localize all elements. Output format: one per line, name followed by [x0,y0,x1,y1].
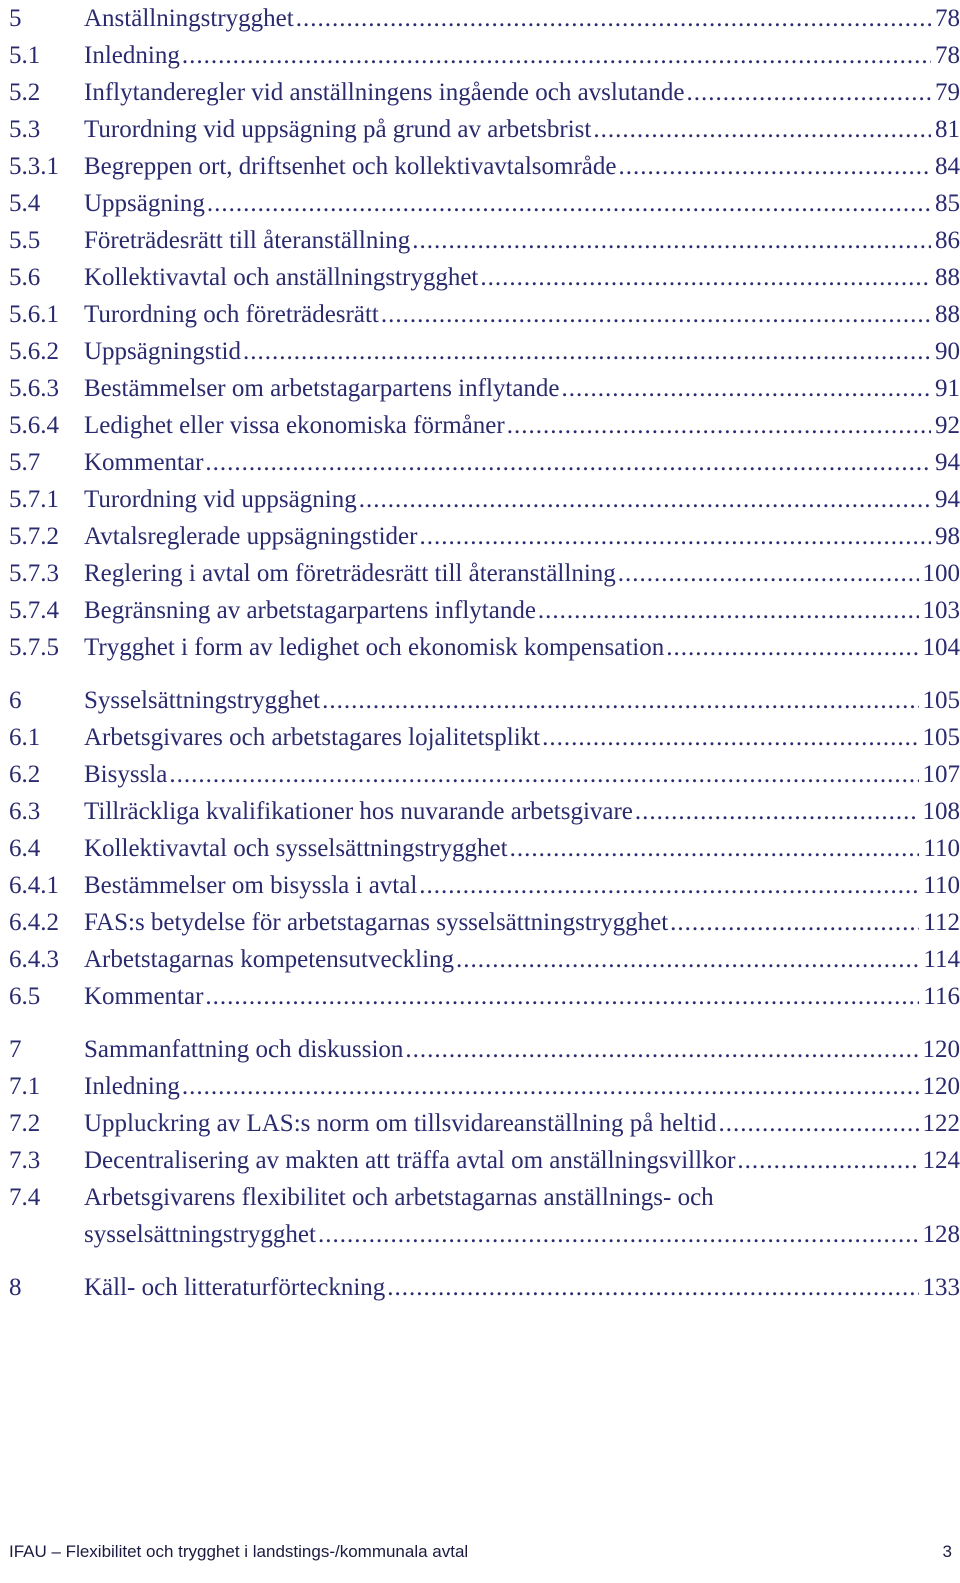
toc-entry-title: Turordning vid uppsägning [84,486,357,513]
toc-entry-title: Bisyssla [84,761,168,788]
toc-entry-number: 7.2 [9,1110,41,1137]
toc-entry-number: 5.7.4 [9,597,59,624]
dot-leader [593,111,931,148]
toc-entry-title-line: Arbetsgivarens flexibilitet och arbetstagarnas anställnings- och [84,1184,714,1211]
toc-entry[interactable] [9,333,960,370]
toc-entry-page: 128 [922,1221,960,1248]
toc-entry-title: Uppsägning [84,190,205,217]
toc-entry-number: 5.7 [9,449,41,476]
toc-entry[interactable] [9,904,960,941]
toc-entry-title: Ledighet eller vissa ekonomiska förmåner [84,412,505,439]
toc-entry-page: 104 [922,634,960,661]
toc-entry-number: 5.5 [9,227,41,254]
toc-entry[interactable] [9,555,960,592]
toc-entry-page: 92 [935,412,960,439]
dot-leader [419,518,931,555]
toc-entry-title: Begreppen ort, driftsenhet och kollektivavtalsområde [84,153,617,180]
toc-entry-title-line: sysselsättningstrygghet [84,1221,316,1248]
toc-entry-page: 84 [935,153,960,180]
toc-entry-page: 110 [923,872,960,899]
toc-entry-page: 94 [935,486,960,513]
toc-entry-number: 5.6.3 [9,375,59,402]
toc-entry-page: 78 [935,5,960,32]
dot-leader [687,74,932,111]
dot-leader [542,719,918,756]
toc-entry-number: 5.6.2 [9,338,59,365]
dot-leader [169,756,918,793]
toc-entry[interactable] [9,1269,960,1306]
toc-entry-page: 81 [935,116,960,143]
toc-entry[interactable] [9,1068,960,1105]
dot-leader [562,370,931,407]
toc-entry[interactable] [9,296,960,333]
toc-entry-page: 90 [935,338,960,365]
toc-entry-title: Kollektivavtal och sysselsättningstrygghet [84,835,508,862]
toc-entry[interactable] [9,978,960,1015]
toc-entry-page: 88 [935,264,960,291]
toc-entry-page: 110 [923,835,960,862]
dot-leader [318,1216,919,1253]
toc-entry-number: 5.6.1 [9,301,59,328]
page-number: 3 [942,1542,952,1561]
dot-leader [207,185,931,222]
toc-entry[interactable] [9,1105,960,1142]
dot-leader [507,407,931,444]
dot-leader [405,1031,918,1068]
toc-entry[interactable] [9,407,960,444]
dot-leader [387,1269,918,1306]
dot-leader [359,481,931,518]
toc-entry[interactable] [9,1142,960,1179]
dot-leader [666,629,918,666]
toc-entry[interactable] [9,867,960,904]
toc-entry-number: 5.3.1 [9,153,59,180]
toc-entry-page: 105 [922,687,960,714]
toc-entry-page: 94 [935,449,960,476]
dot-leader [719,1105,919,1142]
toc-entry-page: 120 [922,1073,960,1100]
toc-entry-number: 5.7.2 [9,523,59,550]
dot-leader [412,222,931,259]
toc-entry-page: 114 [923,946,960,973]
toc-entry-title: Bestämmelser om arbetstagarpartens inflytande [84,375,560,402]
toc-entry[interactable] [9,111,960,148]
toc-entry-page: 79 [935,79,960,106]
toc-entry[interactable] [9,682,960,719]
dot-leader [205,444,931,481]
toc-entry-number: 6.2 [9,761,41,788]
toc-entry-number: 8 [9,1274,22,1301]
toc-entry-number: 6.3 [9,798,41,825]
toc-entry-page: 124 [922,1147,960,1174]
dot-leader [510,830,920,867]
toc-entry[interactable] [9,1179,960,1253]
toc-entry[interactable] [9,481,960,518]
toc-entry-number: 6.4.2 [9,909,59,936]
dot-leader [296,0,931,37]
dot-leader [456,941,919,978]
toc-entry-page: 133 [922,1274,960,1301]
toc-entry-title: Trygghet i form av ledighet och ekonomisk kompensation [84,634,665,661]
toc-entry-title: Uppsägningstid [84,338,241,365]
toc-entry[interactable] [9,222,960,259]
toc-entry-page: 88 [935,301,960,328]
toc-entry-page: 120 [922,1036,960,1063]
toc-entry[interactable] [9,719,960,756]
toc-entry-title: Bestämmelser om bisyssla i avtal [84,872,418,899]
toc-entry-number: 5.7.3 [9,560,59,587]
toc-entry-page: 122 [922,1110,960,1137]
toc-entry-title: Företrädesrätt till återanställning [84,227,411,254]
toc-entry-page: 105 [922,724,960,751]
toc-entry-number: 5.6 [9,264,41,291]
toc-entry-title: Turordning vid uppsägning på grund av arbetsbrist [84,116,592,143]
toc-entry-title: Begränsning av arbetstagarpartens inflytande [84,597,536,624]
dot-leader [480,259,931,296]
toc-entry-title: Tillräckliga kvalifikationer hos nuvarande arbetsgivare [84,798,633,825]
toc-entry-number: 6.4.1 [9,872,59,899]
toc-entry-title: Sysselsättningstrygghet [84,687,321,714]
toc-entry-title: Arbetstagarnas kompetensutveckling [84,946,455,973]
toc-entry[interactable] [9,830,960,867]
toc-entry-title: FAS:s betydelse för arbetstagarnas sysselsättningstrygghet [84,909,669,936]
toc-entry[interactable] [9,444,960,481]
toc-entry-number: 7.1 [9,1073,41,1100]
toc-entry-number: 6.4 [9,835,41,862]
dot-leader [182,1068,919,1105]
table-of-contents [9,0,960,1306]
dot-leader [419,867,919,904]
toc-entry-title: Kommentar [84,449,204,476]
dot-leader [381,296,931,333]
toc-entry[interactable] [9,370,960,407]
toc-entry-number: 5.4 [9,190,41,217]
toc-entry[interactable] [9,1031,960,1068]
dot-leader [635,793,919,830]
toc-entry-page: 78 [935,42,960,69]
toc-entry-title: Avtalsreglerade uppsägningstider [84,523,418,550]
toc-entry[interactable] [9,793,960,830]
toc-entry-title: Anställningstrygghet [84,5,294,32]
toc-entry[interactable] [9,592,960,629]
toc-entry-page: 112 [923,909,960,936]
toc-entry-number: 6.4.3 [9,946,59,973]
dot-leader [737,1142,918,1179]
toc-entry-title: Inflytanderegler vid anställningens ingående och avslutande [84,79,685,106]
toc-entry[interactable] [9,0,960,37]
toc-entry-title: Turordning och företrädesrätt [84,301,379,328]
dot-leader [322,682,918,719]
toc-entry-title: Inledning [84,42,180,69]
toc-entry[interactable] [9,148,960,185]
toc-entry-number: 6.5 [9,983,41,1010]
toc-entry-title: Inledning [84,1073,180,1100]
toc-entry-number: 5.7.1 [9,486,59,513]
toc-entry-page: 85 [935,190,960,217]
toc-entry[interactable] [9,629,960,666]
toc-entry-title: Käll- och litteraturförteckning [84,1274,386,1301]
toc-entry-number: 6 [9,687,22,714]
toc-entry-page: 107 [922,761,960,788]
dot-leader [618,148,931,185]
toc-entry-number: 5.6.4 [9,412,59,439]
toc-entry-number: 7.3 [9,1147,41,1174]
toc-entry[interactable] [9,74,960,111]
toc-entry-number: 5 [9,5,22,32]
dot-leader [618,555,919,592]
toc-entry-title: Sammanfattning och diskussion [84,1036,404,1063]
dot-leader [205,978,919,1015]
toc-entry-number: 7 [9,1036,22,1063]
toc-entry-number: 6.1 [9,724,41,751]
toc-entry[interactable] [9,518,960,555]
toc-entry-page: 116 [923,983,960,1010]
dot-leader [243,333,931,370]
toc-entry-page: 91 [935,375,960,402]
toc-entry-title: Decentralisering av makten att träffa avtal om anställningsvillkor [84,1147,736,1174]
toc-entry-number: 5.7.5 [9,634,59,661]
toc-entry-number: 5.3 [9,116,41,143]
toc-entry-page: 100 [922,560,960,587]
toc-entry-title: Uppluckring av LAS:s norm om tillsvidareanställning på heltid [84,1110,717,1137]
toc-entry-title: Reglering i avtal om företrädesrätt till återanställning [84,560,616,587]
toc-entry[interactable] [9,756,960,793]
toc-entry-number: 5.2 [9,79,41,106]
toc-entry-page: 86 [935,227,960,254]
toc-entry[interactable] [9,259,960,296]
toc-entry[interactable] [9,185,960,222]
toc-entry[interactable] [9,37,960,74]
footer-title: IFAU – Flexibilitet och trygghet i landstings-/kommunala avtal [9,1542,469,1561]
toc-entry-number: 7.4 [9,1184,41,1211]
toc-entry-page: 103 [922,597,960,624]
toc-entry-number: 5.1 [9,42,41,69]
dot-leader [538,592,919,629]
toc-entry-title: Arbetsgivares och arbetstagares lojalitetsplikt [84,724,541,751]
toc-entry[interactable] [9,941,960,978]
dot-leader [182,37,931,74]
toc-entry-title: Kommentar [84,983,204,1010]
dot-leader [670,904,919,941]
toc-entry-title: Kollektivavtal och anställningstrygghet [84,264,479,291]
toc-entry-page: 98 [935,523,960,550]
page-footer [9,1542,952,1562]
toc-entry-page: 108 [922,798,960,825]
